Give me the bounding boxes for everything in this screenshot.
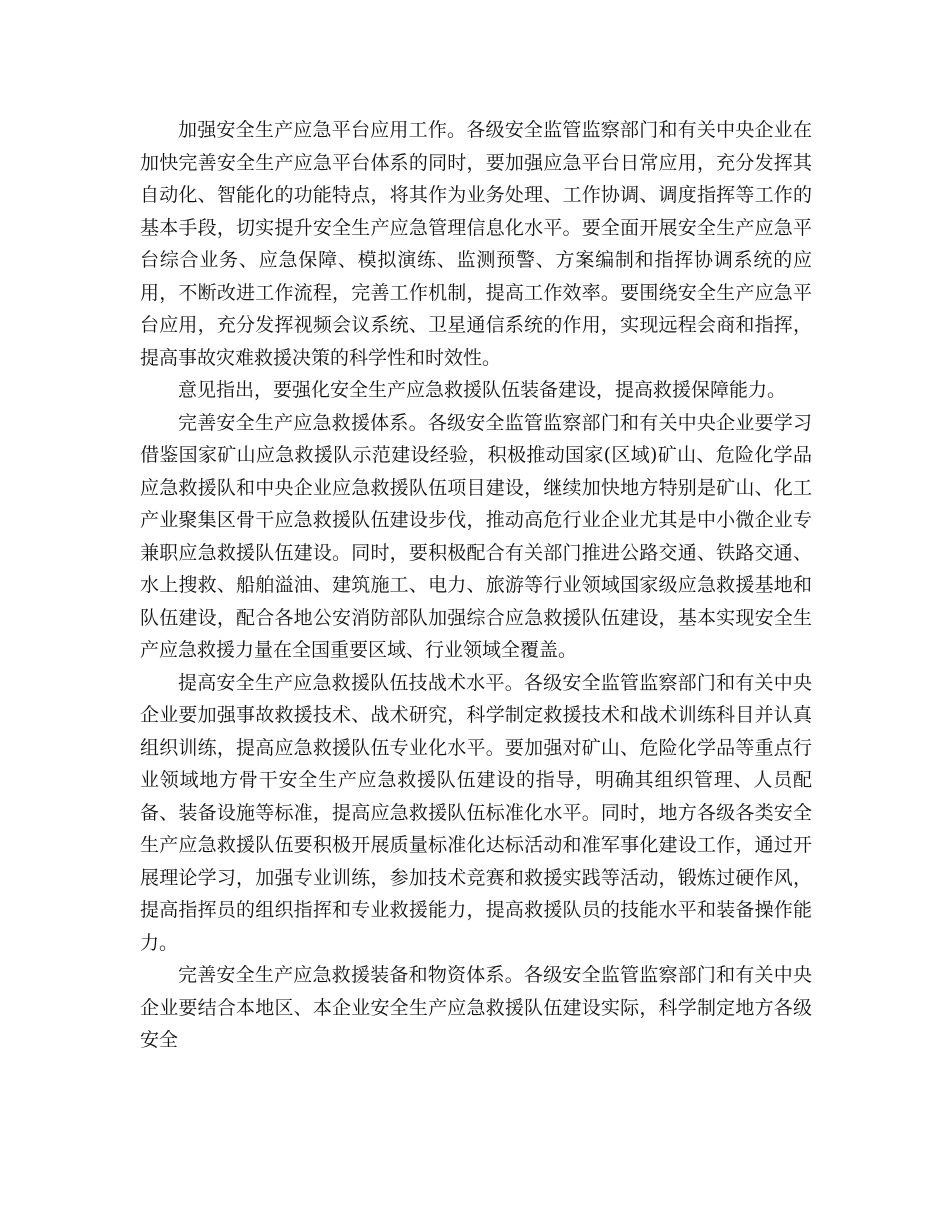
paragraph-rescue-tactics: 提高安全生产应急救援队伍技战术水平。各级安全监管监察部门和有关中央企业要加强事故救援技术、战术研究，科学制定救援技术和战术训练科目并认真组织训练，提高应急救援队伍专业化水平。要加强对矿山、危险化学品等重点行业领域地方骨干安全生产应急救援队伍建设的指导，明确其组织管理、人员配备、装备设施等标准，提高应急救援队伍标准化水平。同时，地方各级各类安全生产应急救援队伍要积极开展质量标准化达标活动和准军事化建设工作，通过开展理论学习，加强专业训练，参加技术竞赛和救援实践等活动，锻炼过硬作风，提高指挥员的组织指挥和专业救援能力，提高救援队员的技能水平和装备操作能力。 <box>140 671 812 954</box>
paragraph-opinion-summary: 意见指出，要强化安全生产应急救援队伍装备建设，提高救援保障能力。 <box>178 379 787 401</box>
document-body <box>140 114 812 1057</box>
paragraph-rescue-system: 完善安全生产应急救援体系。各级安全监管监察部门和有关中央企业要学习借鉴国家矿山应急救援队示范建设经验，积极推动国家(区域)矿山、危险化学品应急救援队和中央企业应急救援队伍项目建设，继续加快地方特别是矿山、化工产业聚集区骨干应急救援队伍建设步伐，推动高危行业企业尤其是中小微企业专兼职应急救援队伍建设。同时，要积极配合有关部门推进公路交通、铁路交通、水上搜救、船舶溢油、建筑施工、电力、旅游等行业领域国家级应急救援基地和队伍建设，配合各地公安消防部队加强综合应急救援队伍建设，基本实现安全生产应急救援力量在全国重要区域、行业领域全覆盖。 <box>140 411 812 661</box>
paragraph-rescue-equipment: 完善安全生产应急救援装备和物资体系。各级安全监管监察部门和有关中央企业要结合本地区、本企业安全生产应急救援队伍建设实际，科学制定地方各级安全 <box>140 964 812 1051</box>
paragraph-emergency-platform: 加强安全生产应急平台应用工作。各级安全监管监察部门和有关中央企业在加快完善安全生产应急平台体系的同时，要加强应急平台日常应用，充分发挥其自动化、智能化的功能特点，将其作为业务处理、工作协调、调度指挥等工作的基本手段，切实提升安全生产应急管理信息化水平。要全面开展安全生产应急平台综合业务、应急保障、模拟演练、监测预警、方案编制和指挥协调系统的应用，不断改进工作流程，完善工作机制，提高工作效率。要围绕安全生产应急平台应用，充分发挥视频会议系统、卫星通信系统的作用，实现远程会商和指挥，提高事故灾难救援决策的科学性和时效性。 <box>140 119 812 369</box>
